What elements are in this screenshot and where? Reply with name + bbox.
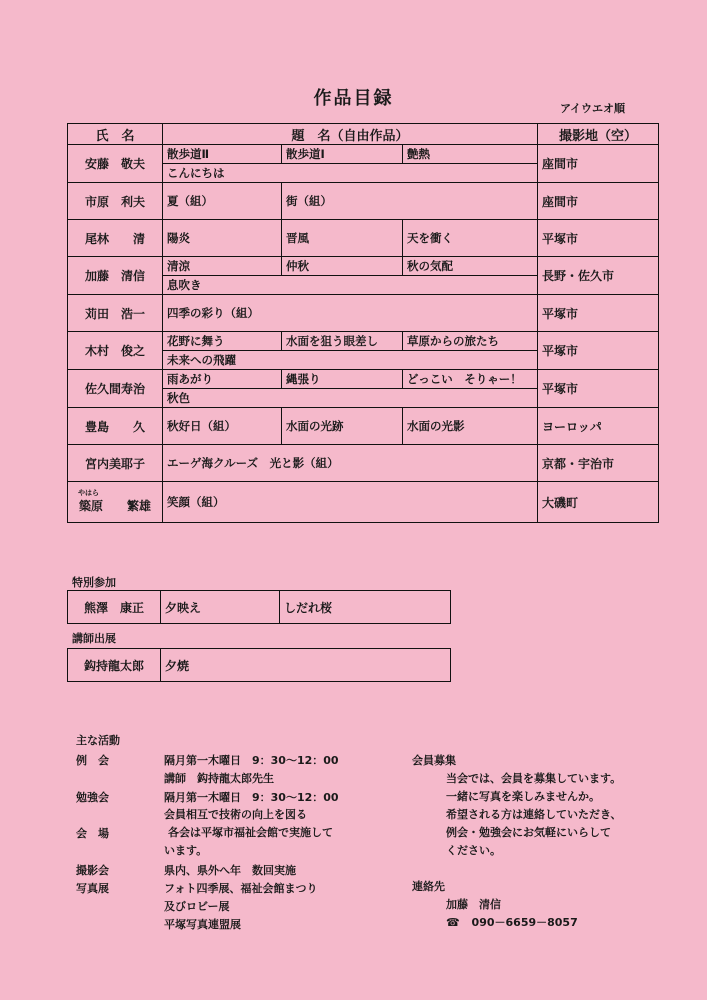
work-title: 秋好日（組）: [163, 408, 282, 445]
entry-location: 京都・宇治市: [538, 445, 659, 482]
work-title: しだれ桜: [280, 591, 451, 624]
entry-location: 平塚市: [538, 220, 659, 257]
table-row: [68, 295, 659, 332]
activity-line: フォト四季展、福祉会館まつり: [164, 882, 318, 895]
table-row: [68, 145, 659, 164]
instructor-label: 講師出展: [72, 632, 116, 645]
activity-label: 写真展: [76, 882, 109, 895]
works-table: [67, 123, 659, 523]
entry-location: 平塚市: [538, 332, 659, 370]
table-row: [68, 257, 659, 276]
contact-heading: 連絡先: [412, 880, 445, 893]
recruit-line: 例会・勉強会にお気軽にいらして: [446, 826, 611, 839]
table-header-row: [68, 124, 659, 145]
work-title: 天を衝く: [403, 220, 538, 257]
work-title: 夕焼: [161, 649, 451, 682]
activities-heading: 主な活動: [76, 734, 120, 747]
entry-name: [68, 482, 163, 523]
contact-name: 加藤 清信: [446, 898, 501, 911]
activity-line: います。: [164, 844, 208, 857]
phone-icon: ☎: [446, 916, 460, 929]
entry-name: 苅田 浩一: [68, 295, 163, 332]
entry-name: 豊島 久: [68, 408, 163, 445]
work-title: 未来への飛躍: [163, 351, 538, 370]
contact-phone: 090－6659－8057: [471, 916, 578, 929]
work-title: 陽炎: [163, 220, 282, 257]
entry-location: 座間市: [538, 145, 659, 183]
activity-label: 勉強会: [76, 791, 109, 804]
contact-phone-row: [446, 914, 578, 930]
special-table: [67, 590, 451, 624]
work-title: 秋の気配: [403, 257, 538, 276]
entry-location: ヨーロッパ: [538, 408, 659, 445]
work-title: どっこい そりゃー！: [403, 370, 538, 389]
recruit-line: 一緒に写真を楽しみませんか。: [446, 790, 600, 803]
activity-line: 隔月第一木曜日 9：30～12：00: [164, 754, 339, 767]
work-title: 息吹き: [163, 276, 538, 295]
work-title: 四季の彩り（組）: [163, 295, 538, 332]
entry-name: 尾林 清: [68, 220, 163, 257]
work-title: 艶熱: [403, 145, 538, 164]
entry-name: 安藤 敬夫: [68, 145, 163, 183]
activity-label: 会 場: [76, 827, 109, 840]
entry-location: 大磯町: [538, 482, 659, 523]
table-row: [68, 445, 659, 482]
activity-line: 平塚写真連盟展: [164, 918, 241, 931]
work-title: 笑顔（組）: [163, 482, 538, 523]
entry-location: 座間市: [538, 183, 659, 220]
table-row: [68, 220, 659, 257]
special-label: 特別参加: [72, 576, 116, 589]
instructor-name: 鈎持龍太郎: [68, 649, 161, 682]
activity-label: 例 会: [76, 754, 109, 767]
entry-location: 長野・佐久市: [538, 257, 659, 295]
work-title: 散歩道Ⅰ: [282, 145, 403, 164]
entry-name: 木村 俊之: [68, 332, 163, 370]
work-title: 雨あがり: [163, 370, 282, 389]
name-ruby: やはら: [78, 489, 99, 497]
entry-name: 市原 利夫: [68, 183, 163, 220]
activity-line: 及びロビー展: [164, 900, 230, 913]
table-row: [68, 183, 659, 220]
entry-name: 宮内美耶子: [68, 445, 163, 482]
recruit-line: 当会では、会員を募集しています。: [446, 772, 622, 785]
work-title: 水面を狙う眼差し: [282, 332, 403, 351]
table-row: [68, 370, 659, 389]
activity-line: 各会は平塚市福祉会館で実施して: [168, 826, 333, 839]
order-note: アイウエオ順: [560, 102, 626, 115]
work-title: 仲秋: [282, 257, 403, 276]
work-title: こんにちは: [163, 164, 538, 183]
work-title: 街（組）: [282, 183, 538, 220]
recruit-heading: 会員募集: [412, 754, 456, 767]
entry-name-text: 簗原 繁雄: [78, 499, 151, 513]
entry-name: 佐久間寿治: [68, 370, 163, 408]
activity-label: 撮影会: [76, 864, 109, 877]
instructor-table: [67, 648, 451, 682]
table-row: [68, 408, 659, 445]
work-title: 夕映え: [161, 591, 280, 624]
work-title: 秋色: [163, 389, 538, 408]
activity-line: 県内、県外へ年 数回実施: [164, 864, 296, 877]
page-title: 作品目録: [313, 88, 394, 109]
header-name: 氏 名: [68, 124, 163, 145]
entry-location: 平塚市: [538, 370, 659, 408]
header-title: 題 名（自由作品）: [163, 124, 538, 145]
recruit-line: 希望される方は連絡していただき、: [446, 808, 622, 821]
work-title: 散歩道Ⅱ: [163, 145, 282, 164]
work-title: 草原からの旅たち: [403, 332, 538, 351]
work-title: 晋風: [282, 220, 403, 257]
work-title: 水面の光影: [403, 408, 538, 445]
activity-line: 講師 鈎持龍太郎先生: [164, 772, 274, 785]
activity-line: 隔月第一木曜日 9：30～12：00: [164, 791, 339, 804]
table-row: [68, 649, 451, 682]
activity-line: 会員相互で技術の向上を図る: [164, 808, 307, 821]
work-title: 清涼: [163, 257, 282, 276]
work-title: 花野に舞う: [163, 332, 282, 351]
special-name: 熊澤 康正: [68, 591, 161, 624]
entry-location: 平塚市: [538, 295, 659, 332]
work-title: 夏（組）: [163, 183, 282, 220]
work-title: エーゲ海クルーズ 光と影（組）: [163, 445, 538, 482]
header-location: 撮影地（空）: [538, 124, 659, 145]
table-row: [68, 591, 451, 624]
recruit-line: ください。: [446, 844, 501, 857]
table-row: [68, 332, 659, 351]
work-title: 縄張り: [282, 370, 403, 389]
entry-name: 加藤 清信: [68, 257, 163, 295]
table-row: [68, 482, 659, 523]
work-title: 水面の光跡: [282, 408, 403, 445]
